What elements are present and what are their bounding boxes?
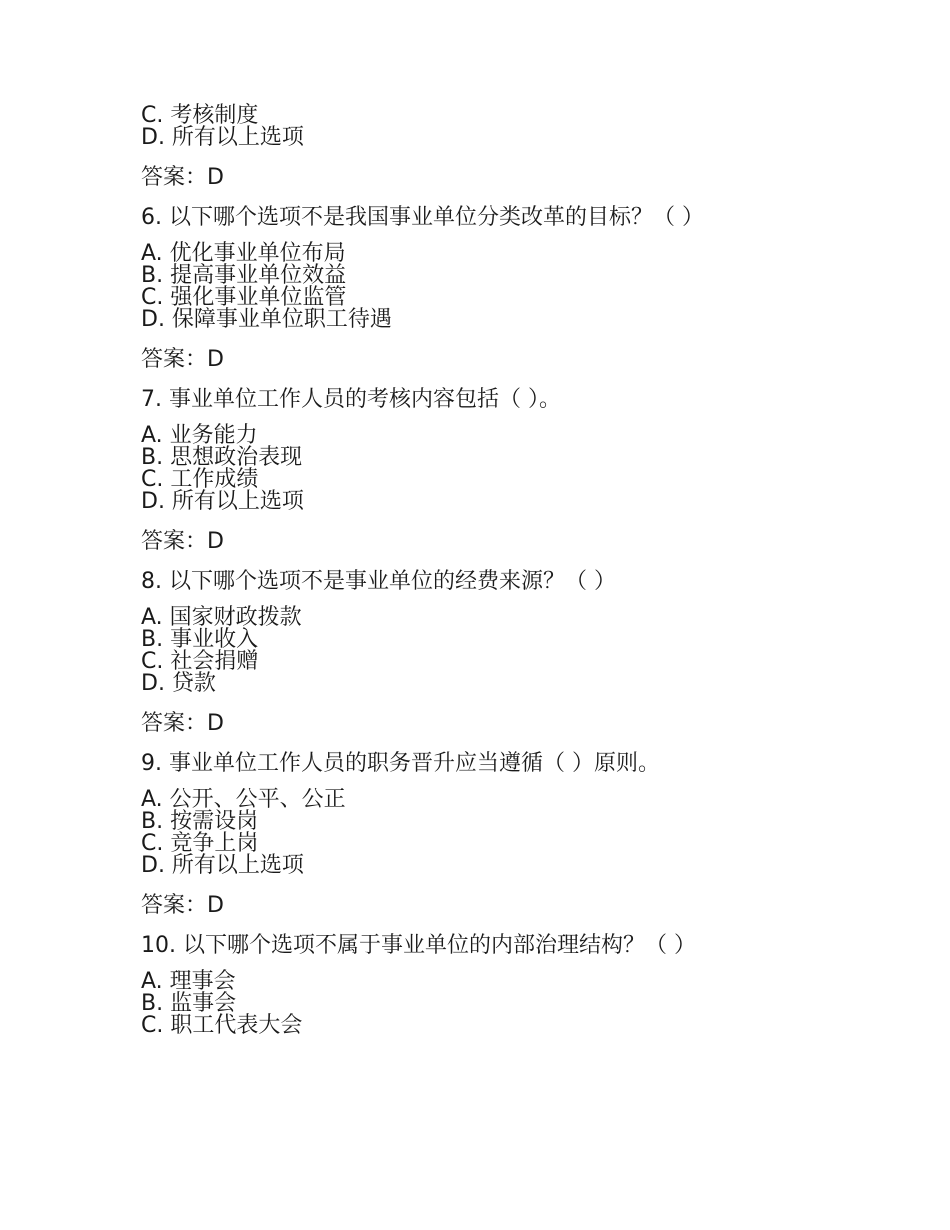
option-6-c: C. 强化事业单位监管	[141, 285, 347, 310]
option-9-d: D. 所有以上选项	[141, 853, 304, 878]
option-7-d: D. 所有以上选项	[141, 489, 304, 514]
answer-9: 答案：D	[141, 893, 224, 918]
option-7-c: C. 工作成绩	[141, 467, 259, 492]
option-8-b: B. 事业收入	[141, 627, 259, 652]
option-8-d: D. 贷款	[141, 671, 216, 696]
option-5-c: C. 考核制度	[141, 103, 259, 128]
option-6-a: A. 优化事业单位布局	[141, 241, 346, 266]
question-6: 6. 以下哪个选项不是我国事业单位分类改革的目标？（ ）	[141, 205, 704, 230]
option-6-d: D. 保障事业单位职工待遇	[141, 307, 392, 332]
option-8-a: A. 国家财政拨款	[141, 605, 302, 630]
option-9-a: A. 公开、公平、公正	[141, 787, 346, 812]
option-9-b: B. 按需设岗	[141, 809, 259, 834]
answer-7: 答案：D	[141, 529, 224, 554]
option-10-b: B. 监事会	[141, 991, 237, 1016]
document-page	[141, 105, 921, 1037]
question-10: 10. 以下哪个选项不属于事业单位的内部治理结构？（ ）	[141, 933, 696, 958]
option-6-b: B. 提高事业单位效益	[141, 263, 347, 288]
question-8: 8. 以下哪个选项不是事业单位的经费来源？（ ）	[141, 569, 616, 594]
answer-8: 答案：D	[141, 711, 224, 736]
option-10-c: C. 职工代表大会	[141, 1013, 303, 1038]
question-9: 9. 事业单位工作人员的职务晋升应当遵循（ ）原则。	[141, 751, 660, 776]
option-7-a: A. 业务能力	[141, 423, 258, 448]
option-5-d: D. 所有以上选项	[141, 125, 304, 150]
option-9-c: C. 竞争上岗	[141, 831, 259, 856]
question-7: 7. 事业单位工作人员的考核内容包括（ ）。	[141, 387, 561, 412]
answer-6: 答案：D	[141, 347, 224, 372]
option-8-c: C. 社会捐赠	[141, 649, 259, 674]
option-10-a: A. 理事会	[141, 969, 236, 994]
option-7-b: B. 思想政治表现	[141, 445, 303, 470]
answer-5: 答案：D	[141, 165, 224, 190]
